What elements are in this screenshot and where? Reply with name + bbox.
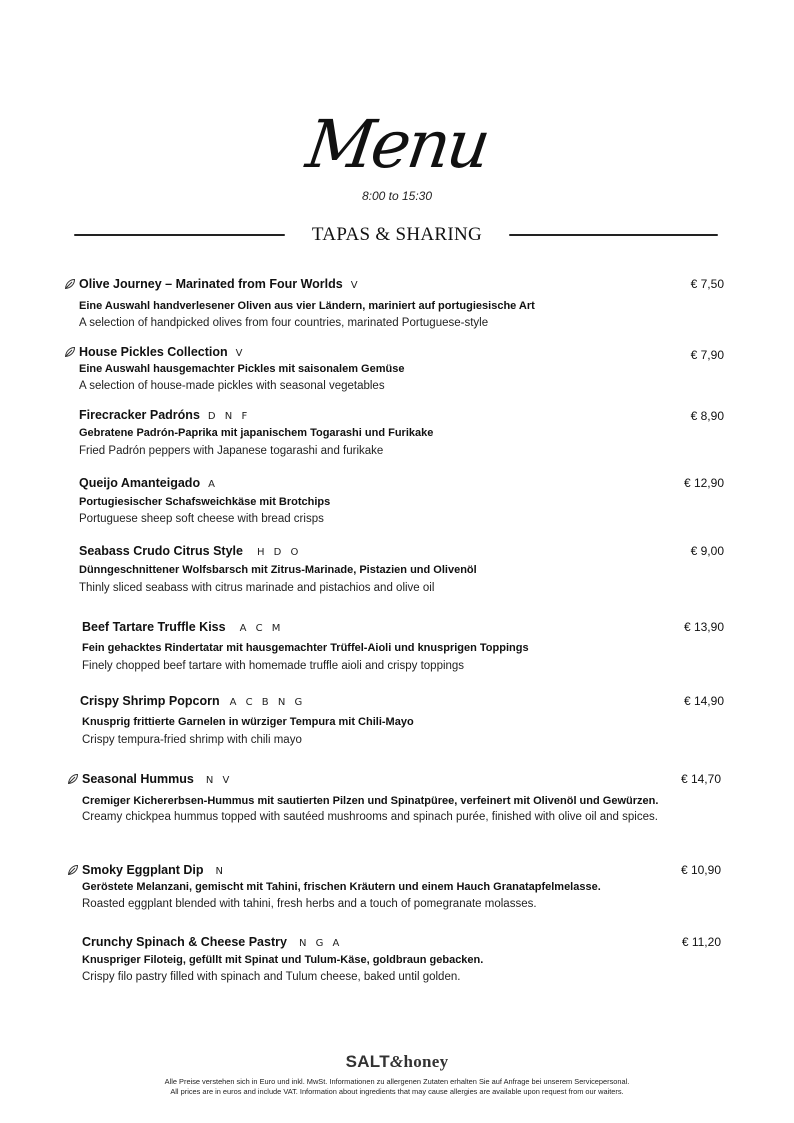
allergen-codes: H D O bbox=[256, 547, 302, 558]
leaf-icon bbox=[67, 864, 79, 876]
item-description-de: Gebratene Padrón-Paprika mit japanischem Togarashi und Furikake bbox=[79, 427, 434, 439]
item-description-en: Creamy chickpea hummus topped with sautéed mushrooms and spinach purée, finished with olive oil and spices. bbox=[82, 811, 658, 823]
leaf-icon bbox=[67, 773, 79, 785]
allergen-codes: V bbox=[235, 348, 246, 359]
section-heading: TAPAS & SHARING bbox=[311, 224, 483, 245]
section-divider-right bbox=[509, 234, 718, 236]
item-price: € 11,20 bbox=[681, 935, 721, 949]
item-name: Firecracker Padróns bbox=[79, 408, 200, 422]
item-name: Queijo Amanteigado bbox=[79, 476, 201, 490]
menu-title: Menu bbox=[301, 106, 493, 183]
item-description-de: Knuspriger Filoteig, gefüllt mit Spinat und Tulum-Käse, goldbraun gebacken. bbox=[82, 954, 484, 966]
item-description-de: Knusprig frittierte Garnelen in würziger Tempura mit Chili-Mayo bbox=[82, 716, 414, 728]
item-description-en: A selection of house-made pickles with seasonal vegetables bbox=[79, 380, 385, 392]
allergen-codes: N V bbox=[205, 775, 233, 786]
item-name: Beef Tartare Truffle Kiss bbox=[82, 620, 226, 634]
item-description-de: Eine Auswahl handverlesener Oliven aus vier Ländern, mariniert auf portugiesische Art bbox=[79, 300, 535, 312]
item-description-en: Crispy tempura-fried shrimp with chili mayo bbox=[82, 734, 302, 746]
item-price: € 13,90 bbox=[683, 620, 724, 634]
opening-hours: 8:00 to 15:30 bbox=[361, 189, 433, 203]
allergen-codes: D N F bbox=[207, 411, 251, 422]
item-description-en: Roasted eggplant blended with tahini, fresh herbs and a touch of pomegranate molasses. bbox=[82, 898, 537, 910]
item-description-en: A selection of handpicked olives from four countries, marinated Portuguese-style bbox=[79, 317, 489, 329]
footer-note-en: All prices are in euros and include VAT. Information about ingredients that may cause allergies are available upon request from our waiters. bbox=[170, 1087, 624, 1096]
leaf-icon bbox=[64, 278, 76, 290]
item-name: Crispy Shrimp Popcorn bbox=[80, 694, 220, 708]
allergen-codes: A C B N G bbox=[229, 697, 306, 708]
item-description-de: Eine Auswahl hausgemachter Pickles mit saisonalem Gemüse bbox=[79, 363, 405, 375]
item-price: € 7,90 bbox=[690, 348, 724, 362]
item-price: € 12,90 bbox=[683, 476, 724, 490]
item-description-en: Fried Padrón peppers with Japanese togarashi and furikake bbox=[79, 445, 384, 457]
item-price: € 9,00 bbox=[690, 544, 724, 558]
allergen-codes: V bbox=[350, 280, 361, 291]
item-name: Seabass Crudo Citrus Style bbox=[79, 544, 243, 558]
item-name: Olive Journey – Marinated from Four Worlds bbox=[79, 277, 343, 291]
allergen-codes: A C M bbox=[239, 623, 284, 634]
item-description-de: Dünngeschnittener Wolfsbarsch mit Zitrus-Marinade, Pistazien und Olivenöl bbox=[79, 564, 477, 576]
item-name: House Pickles Collection bbox=[79, 345, 228, 359]
brand-logo: SALT&honey bbox=[345, 1052, 449, 1071]
item-name: Crunchy Spinach & Cheese Pastry bbox=[82, 935, 287, 949]
item-description-en: Thinly sliced seabass with citrus marinade and pistachios and olive oil bbox=[79, 582, 435, 594]
item-name: Smoky Eggplant Dip bbox=[82, 863, 204, 877]
item-name: Seasonal Hummus bbox=[82, 772, 194, 786]
footer-note-de: Alle Preise verstehen sich in Euro und inkl. MwSt. Informationen zu allergenen Zutaten erhalten Sie auf Anfrage bei unserem Servicepersonal. bbox=[164, 1077, 630, 1086]
item-description-en: Crispy filo pastry filled with spinach and Tulum cheese, baked until golden. bbox=[82, 971, 461, 983]
allergen-codes: N G A bbox=[298, 938, 343, 949]
item-price: € 10,90 bbox=[680, 863, 721, 877]
item-price: € 8,90 bbox=[690, 409, 724, 423]
allergen-codes: A bbox=[208, 479, 218, 490]
item-description-en: Portuguese sheep soft cheese with bread crisps bbox=[79, 513, 324, 525]
item-description-en: Finely chopped beef tartare with homemade truffle aioli and crispy toppings bbox=[82, 660, 465, 672]
allergen-codes: N bbox=[215, 866, 227, 877]
item-description-de: Fein gehacktes Rindertatar mit hausgemachter Trüffel-Aioli und knusprigen Toppings bbox=[82, 642, 529, 654]
item-price: € 14,90 bbox=[683, 694, 724, 708]
item-description-de: Geröstete Melanzani, gemischt mit Tahini, frischen Kräutern und einem Hauch Granatapfelmelasse. bbox=[82, 881, 601, 893]
item-description-de: Portugiesischer Schafsweichkäse mit Brotchips bbox=[79, 496, 331, 508]
item-price: € 7,50 bbox=[690, 277, 724, 291]
item-price: € 14,70 bbox=[680, 772, 721, 786]
leaf-icon bbox=[64, 346, 76, 358]
item-description-de: Cremiger Kichererbsen-Hummus mit sautierten Pilzen und Spinatpüree, verfeinert mit Olivenöl und Gewürzen. bbox=[82, 795, 659, 807]
